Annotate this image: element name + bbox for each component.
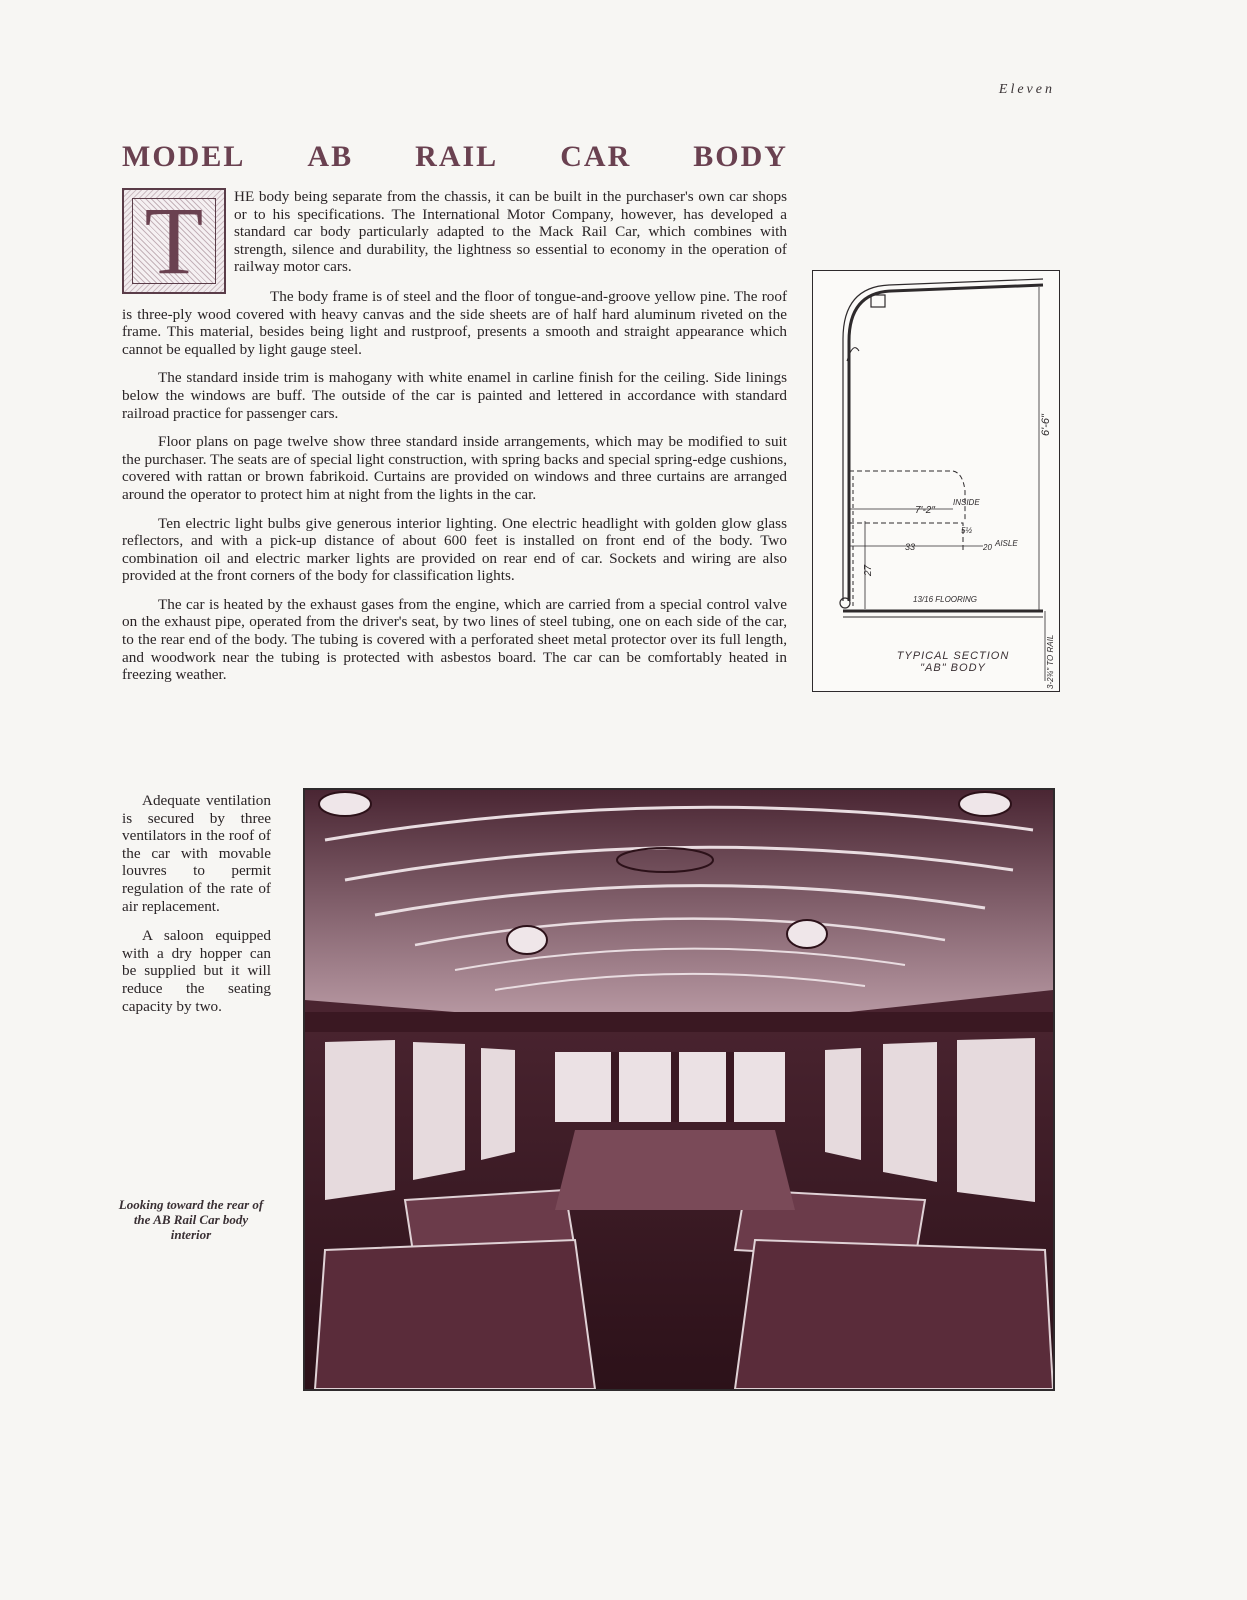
dim-height: 6'-6" [1040, 414, 1052, 436]
dim-seat-height: 27 [863, 564, 874, 576]
paragraph: Floor plans on page twelve show three standard inside arrangements, which may be modified to suit the purchaser. The seats are of special light construction, with spring backs and special spring-edge cushions, covered with rattan or brown fabrikoid. Curtains are provided on windows and three curtains are arranged around the operator to protect him at night from the lights in the car. [122, 433, 787, 503]
section-drawing [813, 271, 1061, 693]
interior-photo [303, 788, 1055, 1391]
photo-caption: Looking toward the rear of the AB Rail Car body interior [118, 1197, 264, 1242]
dim-flooring: 13/16 FLOORING [913, 595, 978, 604]
paragraph: Ten electric light bulbs give generous interior lighting. One electric headlight with golden glow glass reflectors, and with a pick-up distance of about 600 feet is installed on front end of the body. Two combination oil and electric marker lights are provided on rear end of car. Sockets and wiring are also provided at the front corners of the body for classification lights. [122, 514, 787, 585]
drop-cap-ornament [122, 188, 226, 294]
interior-photo-illustration [305, 790, 1053, 1389]
side-paragraph: Adequate ventilation is secured by three ventilators in the roof of the car with movable louvres to permit regulation of the rate of air replacement. [122, 792, 271, 915]
side-paragraph: A saloon equipped with a dry hopper can be supplied but it will reduce the seating capacity by two. [122, 927, 271, 1015]
drop-cap-letter: T [144, 187, 204, 294]
section-label-line: "AB" BODY [920, 662, 986, 674]
page-number: Eleven [998, 82, 1055, 97]
section-diagram-label [888, 650, 1018, 674]
drop-cap-frame [132, 187, 216, 294]
dim-inside: 7'-2" [915, 505, 935, 516]
dim-aisle-label: AISLE [995, 539, 1018, 548]
paragraph: The car is heated by the exhaust gases from the engine, which are carried from a special control valve on the exhaust pipe, operated from the driver's seat, by two lines of steel tubing, one on each side of the car, to the rear end of the body. The tubing is covered with a perforated sheet metal protector over its full length, and woodwork near the tubing is protected with asbestos board. The car can be comfortably heated in freezing weather. [122, 595, 787, 684]
dim-inside-label: INSIDE [953, 498, 980, 507]
dim-aisle-width: 33 [905, 542, 916, 552]
title-word: MODEL [122, 140, 246, 173]
paragraph: The standard inside trim is mahogany with white enamel in carline finish for the ceiling. Side linings below the windows are buff. The outside of the car is painted and lettered in accordance with standard railroad practice for passenger cars. [122, 369, 787, 422]
dim-small: 5½ [961, 526, 973, 535]
section-label-line: TYPICAL SECTION [896, 650, 1010, 662]
title-word: RAIL [415, 140, 499, 173]
page-title [122, 140, 788, 174]
title-word: AB [307, 140, 354, 173]
side-column [122, 792, 271, 1027]
section-diagram [812, 270, 1060, 692]
title-word: CAR [560, 140, 632, 173]
dim-aisle-num: 20 [983, 543, 992, 552]
paragraph: HE body being separate from the chassis, it can be built in the purchaser's own car shops or to his specifications. The International Motor Company, however, has developed a standard car body particularly adapted to the Mack Rail Car, which combines with strength, silence and durability, the lightness so essential to economy in the operation of railway motor cars. [234, 188, 787, 276]
paragraph: The body frame is of steel and the floor of tongue-and-groove yellow pine. The roof is three-ply wood covered with heavy canvas and the side sheets are of half hard aluminum riveted on the frame. This material, besides being light and rustproof, presents a smooth and straight appearance which cannot be equalled by light gauge steel. [122, 287, 787, 358]
dim-to-rail: 3-2¾" TO RAIL [1046, 634, 1055, 689]
title-word: BODY [693, 140, 788, 173]
article-body [122, 188, 787, 695]
